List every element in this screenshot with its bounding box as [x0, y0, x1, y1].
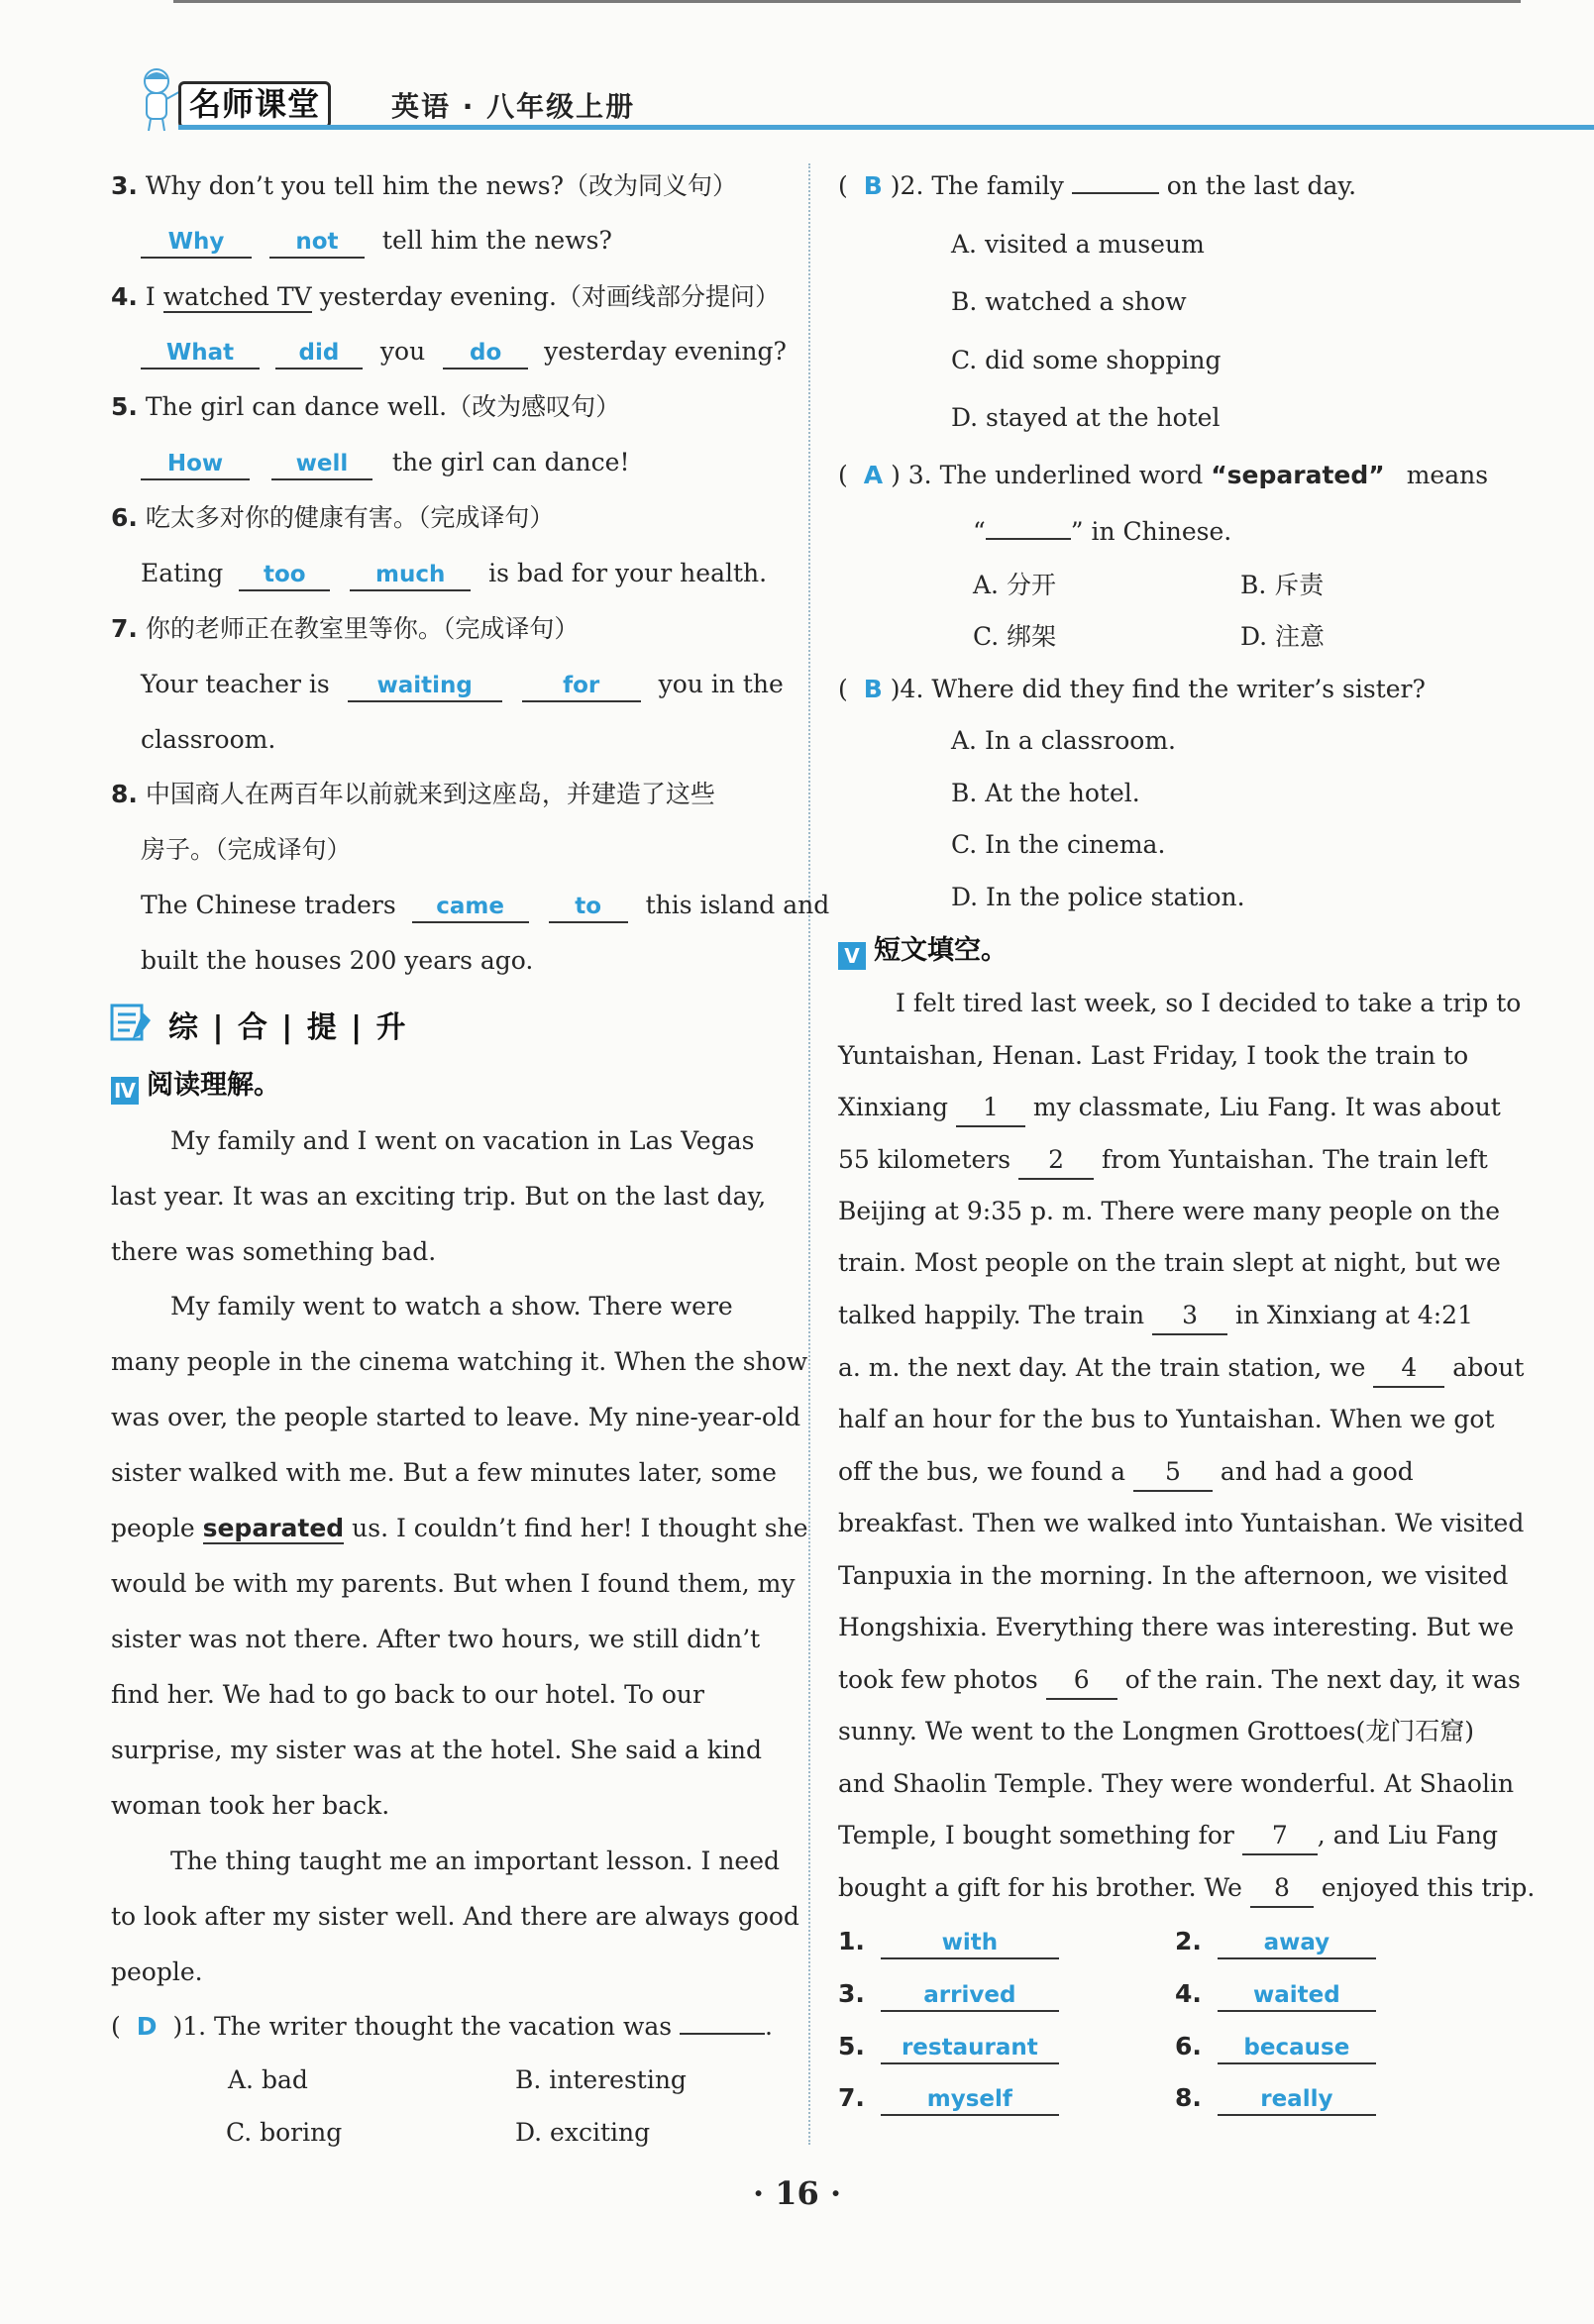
cloze-answer-6: 6. because: [1175, 2029, 1376, 2064]
right-q3: ( A ) 3. The underlined word “separated” means: [838, 461, 1489, 489]
left-q4-answer: What did you do yesterday evening?: [141, 334, 787, 370]
q4-option-c: C. In the cinema.: [951, 830, 1166, 859]
cloze-answer-4: 4. waited: [1175, 1976, 1376, 2012]
q2-option-a: A. visited a museum: [951, 230, 1205, 259]
q1-option-c: C. boring: [226, 2118, 343, 2147]
left-q3-answer: Why not tell him the news?: [141, 223, 612, 259]
answer-blank: with: [881, 1928, 1059, 1959]
q2-option-c: C. did some shopping: [951, 346, 1222, 374]
cloze-blank: 3: [1152, 1298, 1227, 1335]
cloze-answer-1: 1. with: [838, 1924, 1059, 1959]
choice-answer: A: [863, 461, 884, 489]
answer-blank: waiting: [348, 671, 502, 702]
answer-blank: What: [141, 338, 260, 370]
reading-p2-l3: was over, the people started to leave. My nine-year-old: [111, 1403, 801, 1431]
answer-blank: well: [271, 449, 372, 480]
q1-option-d: D. exciting: [515, 2118, 651, 2147]
answer-blank: much: [350, 560, 471, 591]
reading-p1-l1: My family and I went on vacation in Las Vegas: [170, 1126, 755, 1155]
cloze-blank: 7: [1242, 1818, 1318, 1855]
left-q8-prompt: 8. 中国商人在两百年以前就来到这座岛，并建造了这些: [111, 780, 715, 808]
reading-p2-l5: people separated us. I couldn’t find her! I thought she: [111, 1514, 808, 1542]
cloze-answer-8: 8. really: [1175, 2080, 1376, 2116]
cloze-blank: 4: [1373, 1350, 1444, 1388]
cloze-blank: 8: [1250, 1870, 1314, 1908]
section-title: 综 | 合 | 提 | 升: [168, 1010, 408, 1045]
cloze-line-4: 55 kilometers 2 from Yuntaishan. The train left: [838, 1142, 1488, 1180]
book-subtitle: 英语 · 八年级上册: [391, 90, 636, 123]
top-rule: [173, 0, 1521, 3]
cloze-answer-5: 5. restaurant: [838, 2029, 1059, 2064]
left-q5-answer: How well the girl can dance!: [141, 445, 630, 480]
q4-option-a: A. In a classroom.: [951, 726, 1176, 755]
reading-p1-l2: last year. It was an exciting trip. But on the last day,: [111, 1182, 767, 1211]
cloze-line-8: a. m. the next day. At the train station, we 4 about: [838, 1350, 1524, 1388]
reading-p2-l8: find her. We had to go back to our hotel. To our: [111, 1680, 704, 1709]
roman-five-icon: Ⅴ: [838, 942, 866, 970]
reading-p2-l4: sister walked with me. But a few minutes later, some: [111, 1458, 777, 1487]
left-q7-answer: Your teacher is waiting for you in the: [141, 667, 784, 702]
page-header: [109, 71, 1516, 131]
left-q4-prompt: 4. I watched TV yesterday evening.（对画线部分提问）: [111, 282, 780, 311]
q3-option-b: B. 斥责: [1240, 571, 1325, 599]
reading-p1-l3: there was something bad.: [111, 1237, 437, 1266]
left-q7-prompt: 7. 你的老师正在教室里等你。（完成译句）: [111, 614, 580, 643]
cloze-line-13: Hongshixia. Everything there was interesting. But we: [838, 1613, 1515, 1641]
answer-blank: to: [549, 892, 628, 923]
answer-blank: for: [522, 671, 641, 702]
cloze-line-17: Temple, I bought something for 7 , and Liu Fang: [838, 1818, 1498, 1855]
underlined-word: separated: [202, 1514, 345, 1542]
left-q8-prompt-line2: 房子。（完成译句）: [141, 835, 352, 864]
choice-answer: D: [136, 2012, 158, 2041]
answer-blank: because: [1218, 2033, 1376, 2064]
answer-blank: restaurant: [881, 2033, 1059, 2064]
header-bar: [178, 125, 1594, 130]
reading-p2-l10: woman took her back.: [111, 1791, 390, 1820]
answer-blank: Why: [141, 227, 252, 259]
cloze-line-11: breakfast. Then we walked into Yuntaishan. We visited: [838, 1509, 1525, 1537]
answer-blank: arrived: [881, 1980, 1059, 2012]
notebook-icon: [109, 1003, 153, 1042]
reading-p2-l2: many people in the cinema watching it. When the show: [111, 1347, 808, 1376]
cloze-blank: 1: [956, 1090, 1025, 1127]
q1-option-a: A. bad: [228, 2065, 308, 2094]
answer-blank: do: [443, 338, 528, 370]
reading-p2-l9: surprise, my sister was at the hotel. She said a kind: [111, 1736, 763, 1764]
cloze-line-7: talked happily. The train 3 in Xinxiang at 4:21: [838, 1298, 1473, 1335]
answer-blank: waited: [1218, 1980, 1376, 2012]
brand-title: 名师课堂: [178, 81, 331, 129]
q4-option-b: B. At the hotel.: [951, 779, 1140, 807]
q1-option-b: B. interesting: [515, 2065, 687, 2094]
choice-answer: B: [863, 171, 883, 200]
cloze-answer-7: 7. myself: [838, 2080, 1059, 2116]
cloze-line-9: half an hour for the bus to Yuntaishan. When we got: [838, 1405, 1495, 1433]
cloze-line-5: Beijing at 9:35 p. m. There were many people on the: [838, 1197, 1501, 1225]
reading-q1: ( D )1. The writer thought the vacation was .: [111, 2012, 773, 2041]
cloze-line-15: sunny. We went to the Longmen Grottoes(龙门石窟): [838, 1717, 1475, 1745]
cloze-answer-2: 2. away: [1175, 1924, 1376, 1959]
reading-p3-l1: The thing taught me an important lesson. I need: [170, 1847, 781, 1875]
left-q6-prompt: 6. 吃太多对你的健康有害。（完成译句）: [111, 503, 555, 532]
answer-blank: too: [239, 560, 330, 591]
answer-blank: really: [1218, 2084, 1376, 2116]
reading-p2-l7: sister was not there. After two hours, we still didn’t: [111, 1625, 761, 1653]
reading-heading: Ⅳ 阅读理解。: [111, 1068, 280, 1105]
left-q5-prompt: 5. The girl can dance well.（改为感叹句）: [111, 392, 621, 421]
answer-blank: came: [412, 892, 529, 923]
cloze-answer-3: 3. arrived: [838, 1976, 1059, 2012]
left-q8-line2: built the houses 200 years ago.: [141, 946, 534, 975]
column-divider: [808, 163, 810, 2145]
page-number: · 16 ·: [753, 2174, 842, 2212]
cloze-blank: 6: [1046, 1662, 1117, 1700]
left-q3-prompt: 3. Why don’t you tell him the news?（改为同义句）: [111, 171, 737, 200]
answer-blank: away: [1218, 1928, 1376, 1959]
cloze-line-6: train. Most people on the train slept at night, but we: [838, 1248, 1501, 1277]
q4-option-d: D. In the police station.: [951, 883, 1245, 911]
reading-p3-l3: people.: [111, 1957, 203, 1986]
q2-option-b: B. watched a show: [951, 287, 1187, 316]
cloze-blank: 2: [1018, 1142, 1094, 1180]
cloze-line-16: and Shaolin Temple. They were wonderful. At Shaolin: [838, 1769, 1515, 1798]
answer-blank: How: [141, 449, 250, 480]
cloze-blank: 5: [1133, 1454, 1213, 1492]
reading-p2-l6: would be with my parents. But when I found them, my: [111, 1569, 796, 1598]
right-q3-line2: “ ” in Chinese.: [973, 517, 1232, 546]
q3-option-a: A. 分开: [973, 571, 1056, 599]
cloze-line-18: bought a gift for his brother. We 8 enjoyed this trip.: [838, 1870, 1535, 1908]
left-q8-answer: The Chinese traders came to this island and: [141, 888, 829, 923]
cloze-heading: Ⅴ 短文填空。: [838, 933, 1008, 970]
reading-p2-l1: My family went to watch a show. There were: [170, 1292, 733, 1320]
q3-option-c: C. 绑架: [973, 622, 1057, 651]
answer-blank: myself: [881, 2084, 1059, 2116]
cloze-line-12: Tanpuxia in the morning. In the afternoon, we visited: [838, 1561, 1509, 1590]
right-q2: ( B )2. The family on the last day.: [838, 171, 1357, 200]
reading-p3-l2: to look after my sister well. And there are always good: [111, 1902, 799, 1931]
choice-answer: B: [863, 675, 883, 703]
right-q4: ( B )4. Where did they find the writer’s sister?: [838, 675, 1426, 703]
left-q7-line2: classroom.: [141, 725, 276, 754]
cloze-line-1: I felt tired last week, so I decided to take a trip to: [896, 989, 1522, 1017]
cloze-line-10: off the bus, we found a 5 and had a good: [838, 1454, 1414, 1492]
q2-option-d: D. stayed at the hotel: [951, 403, 1221, 432]
cloze-line-14: took few photos 6 of the rain. The next day, it was: [838, 1662, 1521, 1700]
answer-blank: did: [275, 338, 363, 370]
answer-blank: not: [269, 227, 365, 259]
cloze-line-3: Xinxiang 1 my classmate, Liu Fang. It was about: [838, 1090, 1501, 1127]
q3-option-d: D. 注意: [1240, 622, 1326, 651]
cloze-line-2: Yuntaishan, Henan. Last Friday, I took the train to: [838, 1041, 1469, 1070]
roman-four-icon: Ⅳ: [111, 1077, 139, 1105]
left-q6-answer: Eating too much is bad for your health.: [141, 556, 767, 591]
